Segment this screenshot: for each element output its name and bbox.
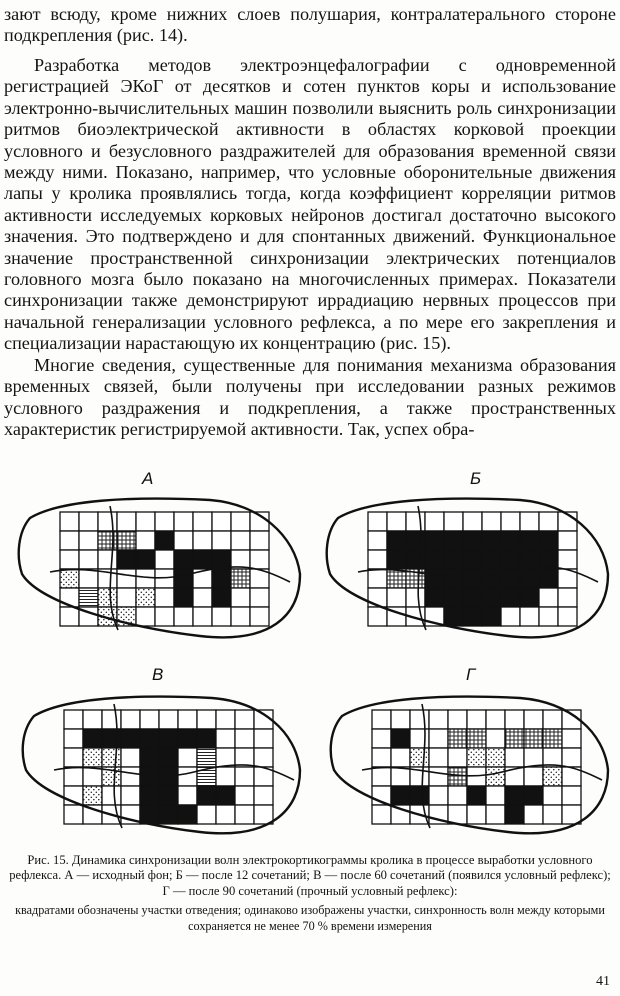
recording-site-cell (501, 588, 520, 607)
recording-site-cell (174, 569, 193, 588)
recording-site-cell (212, 588, 231, 607)
recording-site-cell (463, 550, 482, 569)
recording-site-cell (117, 531, 136, 550)
recording-site-cell (212, 607, 231, 626)
recording-site-cell (197, 748, 216, 767)
recording-site-cell (250, 607, 269, 626)
recording-site-cell (83, 729, 102, 748)
recording-site-cell (410, 710, 429, 729)
recording-site-cell (524, 729, 543, 748)
recording-site-cell (543, 805, 562, 824)
recording-site-cell (117, 550, 136, 569)
recording-site-cell (216, 748, 235, 767)
recording-site-cell (520, 588, 539, 607)
recording-site-cell (193, 588, 212, 607)
recording-site-cell (524, 710, 543, 729)
recording-site-cell (60, 531, 79, 550)
recording-site-cell (235, 729, 254, 748)
recording-site-cell (543, 748, 562, 767)
recording-site-cell (482, 569, 501, 588)
recording-site-cell (448, 786, 467, 805)
recording-site-cell (60, 588, 79, 607)
panel-letter: Г (466, 665, 476, 684)
recording-site-cell (372, 805, 391, 824)
recording-site-cell (425, 531, 444, 550)
recording-site-cell (539, 531, 558, 550)
recording-site-cell (197, 729, 216, 748)
recording-site-cell (64, 710, 83, 729)
recording-site-cell (60, 512, 79, 531)
recording-site-cell (159, 748, 178, 767)
recording-site-cell (558, 588, 577, 607)
recording-site-cell (558, 531, 577, 550)
recording-site-cell (425, 569, 444, 588)
recording-site-cell (197, 710, 216, 729)
recording-site-cell (64, 748, 83, 767)
recording-site-cell (235, 710, 254, 729)
recording-site-cell (216, 767, 235, 786)
recording-site-cell (117, 588, 136, 607)
recording-site-cell (235, 748, 254, 767)
panel-letter: А (142, 469, 154, 488)
recording-site-cell (463, 531, 482, 550)
panel-v (23, 665, 300, 833)
recording-site-cell (231, 512, 250, 531)
recording-site-cell (387, 588, 406, 607)
recording-site-cell (444, 569, 463, 588)
recording-site-cell (463, 607, 482, 626)
recording-site-cell (193, 607, 212, 626)
recording-site-cell (98, 550, 117, 569)
recording-site-cell (136, 607, 155, 626)
recording-site-cell (524, 786, 543, 805)
recording-site-cell (193, 512, 212, 531)
recording-site-cell (136, 512, 155, 531)
recording-site-cell (501, 512, 520, 531)
recording-site-cell (467, 748, 486, 767)
recording-site-cell (482, 588, 501, 607)
recording-site-cell (64, 805, 83, 824)
recording-site-cell (425, 550, 444, 569)
recording-site-cell (543, 767, 562, 786)
recording-site-cell (79, 512, 98, 531)
recording-site-cell (562, 805, 581, 824)
recording-site-cell (60, 569, 79, 588)
recording-site-cell (391, 786, 410, 805)
recording-site-cell (520, 607, 539, 626)
recording-site-cell (102, 748, 121, 767)
recording-site-cell (444, 531, 463, 550)
recording-site-cell (558, 607, 577, 626)
cortex-synchronization-figure (0, 466, 620, 850)
recording-site-cell (155, 512, 174, 531)
recording-site-cell (482, 531, 501, 550)
recording-site-cell (193, 531, 212, 550)
recording-site-cell (174, 512, 193, 531)
recording-site-cell (178, 786, 197, 805)
recording-site-cell (174, 550, 193, 569)
recording-site-cell (539, 607, 558, 626)
recording-site-cell (410, 786, 429, 805)
recording-site-cell (486, 786, 505, 805)
recording-site-cell (505, 805, 524, 824)
recording-site-cell (136, 550, 155, 569)
recording-site-cell (467, 805, 486, 824)
recording-site-cell (444, 550, 463, 569)
recording-site-cell (231, 588, 250, 607)
recording-site-cell (387, 569, 406, 588)
recording-site-cell (406, 588, 425, 607)
recording-site-cell (98, 531, 117, 550)
paragraph-observations: Многие сведения, существенные для понимания механизма образования временных связей, были получены при исследовании разных режимов условного раздражения и подкрепления, а также пространственных характеристик регистрируемой активности. Так, успех обра- (4, 355, 616, 440)
recording-site-cell (235, 805, 254, 824)
recording-site-cell (250, 550, 269, 569)
recording-site-cell (372, 748, 391, 767)
recording-site-cell (102, 786, 121, 805)
recording-site-cell (467, 786, 486, 805)
recording-site-cell (391, 767, 410, 786)
recording-site-cell (372, 710, 391, 729)
recording-site-cell (387, 550, 406, 569)
recording-site-cell (178, 748, 197, 767)
recording-site-cell (543, 710, 562, 729)
recording-site-cell (159, 786, 178, 805)
recording-site-cell (368, 531, 387, 550)
recording-site-cell (121, 786, 140, 805)
recording-site-cell (467, 710, 486, 729)
recording-site-cell (410, 729, 429, 748)
recording-site-cell (368, 512, 387, 531)
recording-site-cell (117, 512, 136, 531)
recording-site-cell (102, 729, 121, 748)
recording-site-cell (429, 786, 448, 805)
recording-site-cell (60, 607, 79, 626)
recording-site-cell (486, 710, 505, 729)
caption-notes: квадратами обозначены участки отведения; одинаково изображены участки, синхронность волн между которыми сохраняется не менее 70 % времени измерения (15, 903, 605, 933)
recording-site-cell (231, 531, 250, 550)
recording-site-cell (524, 767, 543, 786)
recording-site-cell (140, 805, 159, 824)
recording-site-cell (448, 729, 467, 748)
recording-site-cell (174, 531, 193, 550)
recording-site-cell (254, 786, 273, 805)
recording-site-cell (159, 710, 178, 729)
recording-site-cell (197, 805, 216, 824)
recording-site-cell (121, 729, 140, 748)
recording-site-cell (121, 748, 140, 767)
recording-site-cell (231, 569, 250, 588)
recording-site-cell (235, 786, 254, 805)
recording-site-cell (524, 748, 543, 767)
recording-site-cell (524, 805, 543, 824)
recording-site-cell (216, 786, 235, 805)
recording-site-cell (216, 805, 235, 824)
recording-site-cell (155, 531, 174, 550)
recording-site-cell (486, 805, 505, 824)
recording-site-cell (486, 729, 505, 748)
panel-a (19, 469, 300, 637)
recording-site-cell (501, 607, 520, 626)
recording-site-cell (368, 588, 387, 607)
recording-site-cell (212, 531, 231, 550)
recording-site-cell (539, 569, 558, 588)
recording-site-cell (391, 748, 410, 767)
recording-site-cell (482, 512, 501, 531)
recording-site-cell (117, 569, 136, 588)
recording-site-cell (254, 729, 273, 748)
recording-site-cell (448, 767, 467, 786)
recording-site-cell (79, 569, 98, 588)
recording-site-cell (159, 729, 178, 748)
recording-site-cell (501, 531, 520, 550)
recording-site-cell (387, 531, 406, 550)
paragraph-continuation: зают всюду, кроме нижних слоев полушария, контралатерального стороне подкрепления (рис. 14). (4, 4, 616, 46)
recording-site-cell (372, 729, 391, 748)
recording-site-cell (121, 710, 140, 729)
recording-site-cell (368, 550, 387, 569)
recording-site-cell (520, 569, 539, 588)
recording-site-cell (79, 531, 98, 550)
recording-site-cell (136, 588, 155, 607)
recording-site-cell (368, 607, 387, 626)
recording-site-cell (406, 550, 425, 569)
recording-site-cell (155, 588, 174, 607)
recording-site-cell (391, 710, 410, 729)
recording-site-cell (140, 748, 159, 767)
recording-site-cell (216, 710, 235, 729)
recording-site-cell (231, 550, 250, 569)
recording-site-cell (463, 512, 482, 531)
recording-site-cell (136, 569, 155, 588)
recording-site-cell (155, 607, 174, 626)
recording-site-cell (539, 550, 558, 569)
recording-site-cell (212, 569, 231, 588)
recording-site-cell (368, 569, 387, 588)
recording-site-cell (140, 786, 159, 805)
recording-site-cell (562, 786, 581, 805)
recording-site-cell (406, 512, 425, 531)
recording-site-cell (448, 805, 467, 824)
recording-site-cell (98, 588, 117, 607)
recording-site-cell (250, 531, 269, 550)
panel-g (331, 665, 608, 833)
recording-site-cell (486, 767, 505, 786)
recording-site-cell (83, 710, 102, 729)
recording-site-cell (140, 729, 159, 748)
recording-site-cell (429, 767, 448, 786)
recording-site-cell (520, 531, 539, 550)
recording-site-cell (83, 767, 102, 786)
recording-site-cell (64, 767, 83, 786)
recording-site-cell (429, 748, 448, 767)
recording-site-cell (254, 805, 273, 824)
recording-site-cell (254, 748, 273, 767)
recording-site-cell (558, 550, 577, 569)
recording-site-cell (410, 748, 429, 767)
recording-site-cell (539, 588, 558, 607)
recording-site-cell (79, 550, 98, 569)
recording-site-cell (231, 607, 250, 626)
panel-letter: В (152, 665, 164, 684)
recording-site-cell (212, 550, 231, 569)
recording-site-cell (216, 729, 235, 748)
recording-site-cell (444, 588, 463, 607)
recording-site-cell (562, 748, 581, 767)
recording-site-cell (501, 550, 520, 569)
recording-site-cell (178, 710, 197, 729)
recording-site-cell (505, 729, 524, 748)
recording-site-cell (372, 767, 391, 786)
recording-site-cell (178, 805, 197, 824)
recording-site-cell (562, 729, 581, 748)
recording-site-cell (429, 710, 448, 729)
recording-site-cell (444, 512, 463, 531)
recording-site-cell (193, 550, 212, 569)
recording-site-cell (505, 786, 524, 805)
recording-site-cell (174, 607, 193, 626)
recording-site-cell (505, 710, 524, 729)
recording-site-cell (425, 512, 444, 531)
recording-site-cell (387, 512, 406, 531)
recording-site-cell (406, 531, 425, 550)
recording-site-cell (505, 748, 524, 767)
recording-site-cell (102, 710, 121, 729)
recording-site-cell (64, 729, 83, 748)
recording-site-cell (482, 607, 501, 626)
recording-site-cell (444, 607, 463, 626)
recording-site-cell (539, 512, 558, 531)
recording-site-cell (543, 729, 562, 748)
recording-site-cell (83, 786, 102, 805)
recording-site-cell (178, 729, 197, 748)
recording-site-cell (391, 729, 410, 748)
recording-site-cell (448, 710, 467, 729)
recording-site-cell (429, 729, 448, 748)
recording-site-cell (250, 588, 269, 607)
recording-site-cell (83, 748, 102, 767)
recording-site-cell (178, 767, 197, 786)
recording-site-cell (159, 805, 178, 824)
recording-site-cell (197, 786, 216, 805)
recording-site-cell (520, 512, 539, 531)
paragraph-methods: Разработка методов электроэнцефалографии с одновременной регистрацией ЭКоГ от десятков и сотен пунктов коры и использование электронно-вычислительных машин позволили выяснить роль синхронизации ритмов биоэлектрической активности в областях корковой проекции условного и безусловного раздражителей для образования временной связи между ними. Показано, например, что условные оборонительные движения лапы у кролика проявлялись тогда, когда коэффициент корреляции ритмов активности исследуемых корковых нейронов достигал достаточно высокого значения. Это подтверждено и для спонтанных движений. Функциональное значение пространственной синхронизации электрических потенциалов головного мозга было показано на многочисленных примерах. Показатели синхронизации также демонстрируют иррадиацию нервных процессов при начальной генерализации условного рефлекса, а по мере его закрепления и специализации нарастающую их концентрацию (рис. 15). (4, 55, 616, 354)
recording-site-cell (121, 767, 140, 786)
recording-site-cell (448, 748, 467, 767)
recording-site-cell (79, 588, 98, 607)
recording-site-cell (60, 550, 79, 569)
recording-site-cell (98, 512, 117, 531)
recording-site-cell (543, 786, 562, 805)
recording-site-cell (140, 767, 159, 786)
recording-site-cell (136, 531, 155, 550)
recording-site-cell (425, 588, 444, 607)
recording-site-cell (174, 588, 193, 607)
recording-site-cell (463, 588, 482, 607)
recording-site-cell (486, 748, 505, 767)
caption-main: Рис. 15. Динамика синхронизации волн электрокортикограммы кролика в процессе выработки условного рефлекса. А — исходный фон; Б — после 12 сочетаний; В — после 60 сочетаний (появился условный рефлекс); Г — после 90 сочетаний (прочный условный рефлекс): (9, 853, 611, 898)
page-number: 41 (596, 974, 610, 989)
recording-site-cell (235, 767, 254, 786)
recording-site-cell (155, 550, 174, 569)
recording-site-cell (520, 550, 539, 569)
figure-caption (4, 853, 616, 934)
recording-site-cell (482, 550, 501, 569)
recording-site-cell (212, 512, 231, 531)
panel-letter: Б (470, 469, 482, 488)
recording-site-cell (467, 729, 486, 748)
panel-b (327, 469, 608, 637)
recording-site-cell (140, 710, 159, 729)
